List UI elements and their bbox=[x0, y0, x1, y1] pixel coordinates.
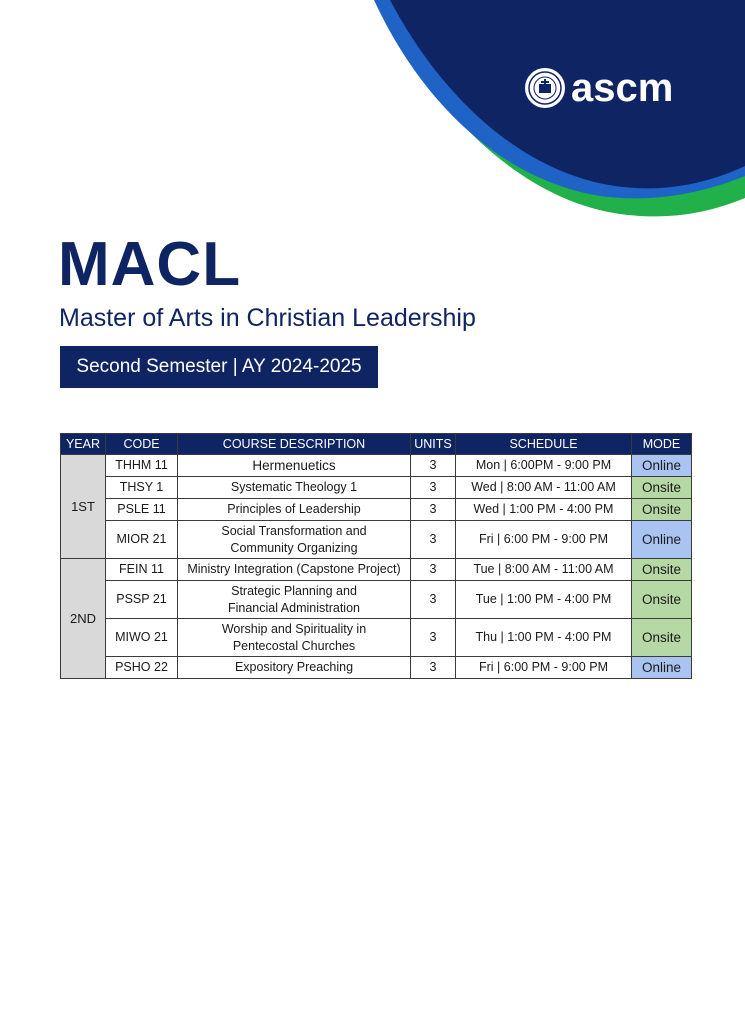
page-title: MACL bbox=[58, 230, 242, 299]
course-units: 3 bbox=[411, 455, 456, 477]
course-schedule: Tue | 8:00 AM - 11:00 AM bbox=[456, 559, 632, 581]
course-description: Principles of Leadership bbox=[178, 499, 411, 521]
course-mode: Onsite bbox=[632, 499, 692, 521]
header-units: UNITS bbox=[411, 434, 456, 455]
table-row bbox=[61, 477, 692, 499]
course-description: Expository Preaching bbox=[178, 657, 411, 679]
course-mode: Onsite bbox=[632, 559, 692, 581]
course-schedule: Wed | 8:00 AM - 11:00 AM bbox=[456, 477, 632, 499]
header-description: COURSE DESCRIPTION bbox=[178, 434, 411, 455]
year-cell: 1ST bbox=[61, 455, 106, 559]
course-code: PSLE 11 bbox=[106, 499, 178, 521]
course-mode: Online bbox=[632, 455, 692, 477]
seal-icon bbox=[525, 68, 565, 108]
course-schedule: Tue | 1:00 PM - 4:00 PM bbox=[456, 581, 632, 619]
course-code: THHM 11 bbox=[106, 455, 178, 477]
course-mode: Onsite bbox=[632, 581, 692, 619]
course-schedule: Mon | 6:00PM - 9:00 PM bbox=[456, 455, 632, 477]
course-units: 3 bbox=[411, 619, 456, 657]
course-mode: Online bbox=[632, 657, 692, 679]
course-code: FEIN 11 bbox=[106, 559, 178, 581]
course-code: MIWO 21 bbox=[106, 619, 178, 657]
header-schedule: SCHEDULE bbox=[456, 434, 632, 455]
table-row bbox=[61, 455, 692, 477]
table-row bbox=[61, 657, 692, 679]
course-schedule: Thu | 1:00 PM - 4:00 PM bbox=[456, 619, 632, 657]
course-description: Ministry Integration (Capstone Project) bbox=[178, 559, 411, 581]
course-units: 3 bbox=[411, 657, 456, 679]
course-schedule-table bbox=[60, 433, 692, 679]
logo-wordmark: ascm bbox=[571, 66, 674, 110]
table-row bbox=[61, 559, 692, 581]
course-mode: Onsite bbox=[632, 477, 692, 499]
course-description: Strategic Planning and Financial Administration bbox=[178, 581, 411, 619]
course-units: 3 bbox=[411, 581, 456, 619]
course-description: Social Transformation and Community Organizing bbox=[178, 521, 411, 559]
course-units: 3 bbox=[411, 477, 456, 499]
ascm-logo bbox=[525, 66, 673, 110]
course-mode: Onsite bbox=[632, 619, 692, 657]
year-cell: 2ND bbox=[61, 559, 106, 679]
table-header-row bbox=[61, 434, 692, 455]
course-schedule: Wed | 1:00 PM - 4:00 PM bbox=[456, 499, 632, 521]
course-schedule: Fri | 6:00 PM - 9:00 PM bbox=[456, 521, 632, 559]
program-name: Master of Arts in Christian Leadership bbox=[59, 304, 476, 332]
course-schedule: Fri | 6:00 PM - 9:00 PM bbox=[456, 657, 632, 679]
header-code: CODE bbox=[106, 434, 178, 455]
table-row bbox=[61, 619, 692, 657]
corner-wave-decoration bbox=[0, 0, 745, 260]
table-row bbox=[61, 521, 692, 559]
course-description: Systematic Theology 1 bbox=[178, 477, 411, 499]
course-code: THSY 1 bbox=[106, 477, 178, 499]
course-units: 3 bbox=[411, 499, 456, 521]
semester-badge: Second Semester | AY 2024-2025 bbox=[60, 346, 378, 388]
course-code: MIOR 21 bbox=[106, 521, 178, 559]
course-code: PSHO 22 bbox=[106, 657, 178, 679]
course-description: Worship and Spirituality in Pentecostal Churches bbox=[178, 619, 411, 657]
header-mode: MODE bbox=[632, 434, 692, 455]
header-year: YEAR bbox=[61, 434, 106, 455]
course-description: Hermenuetics bbox=[178, 455, 411, 477]
table-row bbox=[61, 499, 692, 521]
course-code: PSSP 21 bbox=[106, 581, 178, 619]
table-row bbox=[61, 581, 692, 619]
course-units: 3 bbox=[411, 559, 456, 581]
course-mode: Online bbox=[632, 521, 692, 559]
course-units: 3 bbox=[411, 521, 456, 559]
